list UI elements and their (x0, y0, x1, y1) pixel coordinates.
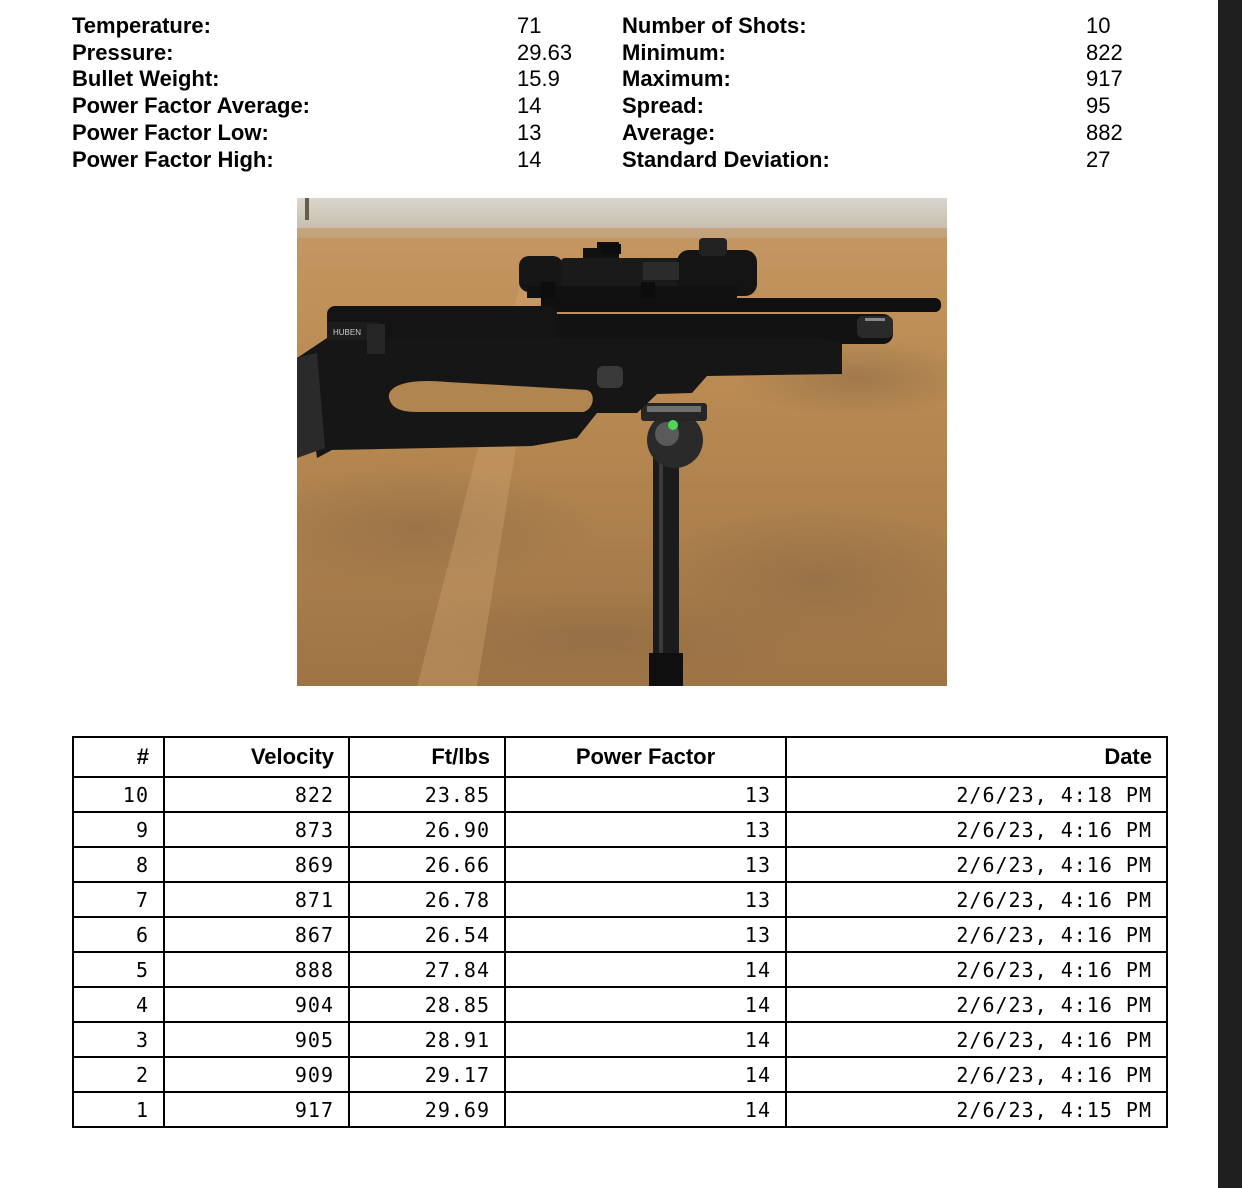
column-header-velocity: Velocity (164, 737, 349, 777)
column-header-ft-lbs: Ft/lbs (349, 737, 505, 777)
cell-ft-lbs: 26.66 (349, 847, 505, 882)
cell-shot-number: 4 (73, 987, 164, 1022)
stats-row (0, 66, 1218, 92)
column-header-shot-number: # (73, 737, 164, 777)
table-header-row (73, 737, 1167, 777)
table-row (73, 917, 1167, 952)
cell-ft-lbs: 26.78 (349, 882, 505, 917)
stat-label: Standard Deviation: (622, 147, 830, 172)
stat-label: Maximum: (622, 66, 731, 91)
cell-power-factor: 13 (505, 917, 786, 952)
cell-power-factor: 14 (505, 987, 786, 1022)
rifle-brand-mark: HUBEN (333, 328, 362, 337)
stats-row (0, 120, 1218, 146)
cell-ft-lbs: 28.85 (349, 987, 505, 1022)
cell-velocity: 904 (164, 987, 349, 1022)
stat-value: 29.63 (517, 40, 573, 65)
stats-row (0, 40, 1218, 66)
cell-power-factor: 14 (505, 1092, 786, 1127)
stat-value: 71 (517, 13, 542, 38)
cell-shot-number: 8 (73, 847, 164, 882)
cell-shot-number: 5 (73, 952, 164, 987)
stat-value: 14 (517, 93, 542, 118)
cell-power-factor: 13 (505, 777, 786, 812)
stat-label: Pressure: (72, 40, 174, 65)
stat-value: 822 (1086, 40, 1123, 65)
cell-power-factor: 13 (505, 847, 786, 882)
cell-shot-number: 6 (73, 917, 164, 952)
table-row (73, 882, 1167, 917)
cell-date: 2/6/23, 4:16 PM (786, 847, 1167, 882)
stat-label: Power Factor Average: (72, 93, 311, 118)
shots-table (72, 736, 1168, 1128)
stat-label: Spread: (622, 93, 704, 118)
cell-date: 2/6/23, 4:15 PM (786, 1092, 1167, 1127)
rifle-photo-illustration (297, 198, 947, 686)
cell-date: 2/6/23, 4:16 PM (786, 917, 1167, 952)
cell-ft-lbs: 29.17 (349, 1057, 505, 1092)
cell-power-factor: 14 (505, 952, 786, 987)
cell-shot-number: 2 (73, 1057, 164, 1092)
stat-value: 13 (517, 120, 542, 145)
table-row (73, 987, 1167, 1022)
table-row (73, 1022, 1167, 1057)
stat-label: Average: (622, 120, 716, 145)
stat-value: 917 (1086, 66, 1123, 91)
stat-label: Minimum: (622, 40, 726, 65)
cell-power-factor: 13 (505, 882, 786, 917)
rifle-photo (297, 198, 947, 686)
cell-ft-lbs: 28.91 (349, 1022, 505, 1057)
stat-value: 15.9 (517, 66, 560, 91)
stat-label: Bullet Weight: (72, 66, 220, 91)
cell-date: 2/6/23, 4:16 PM (786, 987, 1167, 1022)
cell-ft-lbs: 26.90 (349, 812, 505, 847)
stat-value: 10 (1086, 13, 1111, 38)
stat-label: Temperature: (72, 13, 211, 38)
stat-value: 882 (1086, 120, 1123, 145)
table-row (73, 777, 1167, 812)
cell-velocity: 905 (164, 1022, 349, 1057)
stat-label: Power Factor High: (72, 147, 274, 172)
table-row (73, 812, 1167, 847)
column-header-date: Date (786, 737, 1167, 777)
table-row (73, 1057, 1167, 1092)
cell-velocity: 873 (164, 812, 349, 847)
stat-label: Power Factor Low: (72, 120, 269, 145)
cell-shot-number: 1 (73, 1092, 164, 1127)
stat-value: 95 (1086, 93, 1111, 118)
cell-ft-lbs: 26.54 (349, 917, 505, 952)
cell-velocity: 822 (164, 777, 349, 812)
stats-row (0, 13, 1218, 39)
cell-ft-lbs: 29.69 (349, 1092, 505, 1127)
cell-power-factor: 14 (505, 1057, 786, 1092)
cell-ft-lbs: 27.84 (349, 952, 505, 987)
cell-date: 2/6/23, 4:16 PM (786, 1057, 1167, 1092)
viewer-frame-edge (1218, 0, 1242, 1188)
cell-velocity: 867 (164, 917, 349, 952)
cell-date: 2/6/23, 4:16 PM (786, 812, 1167, 847)
cell-date: 2/6/23, 4:18 PM (786, 777, 1167, 812)
cell-shot-number: 3 (73, 1022, 164, 1057)
column-header-power-factor: Power Factor (505, 737, 786, 777)
cell-velocity: 909 (164, 1057, 349, 1092)
stats-row (0, 93, 1218, 119)
cell-ft-lbs: 23.85 (349, 777, 505, 812)
table-row (73, 1092, 1167, 1127)
cell-date: 2/6/23, 4:16 PM (786, 952, 1167, 987)
cell-shot-number: 9 (73, 812, 164, 847)
cell-velocity: 871 (164, 882, 349, 917)
cell-date: 2/6/23, 4:16 PM (786, 1022, 1167, 1057)
cell-shot-number: 7 (73, 882, 164, 917)
cell-shot-number: 10 (73, 777, 164, 812)
cell-velocity: 888 (164, 952, 349, 987)
stat-value: 27 (1086, 147, 1111, 172)
cell-power-factor: 13 (505, 812, 786, 847)
stat-label: Number of Shots: (622, 13, 807, 38)
table-row (73, 952, 1167, 987)
cell-velocity: 869 (164, 847, 349, 882)
stats-row (0, 147, 1218, 173)
table-row (73, 847, 1167, 882)
cell-velocity: 917 (164, 1092, 349, 1127)
cell-power-factor: 14 (505, 1022, 786, 1057)
cell-date: 2/6/23, 4:16 PM (786, 882, 1167, 917)
stat-value: 14 (517, 147, 542, 172)
